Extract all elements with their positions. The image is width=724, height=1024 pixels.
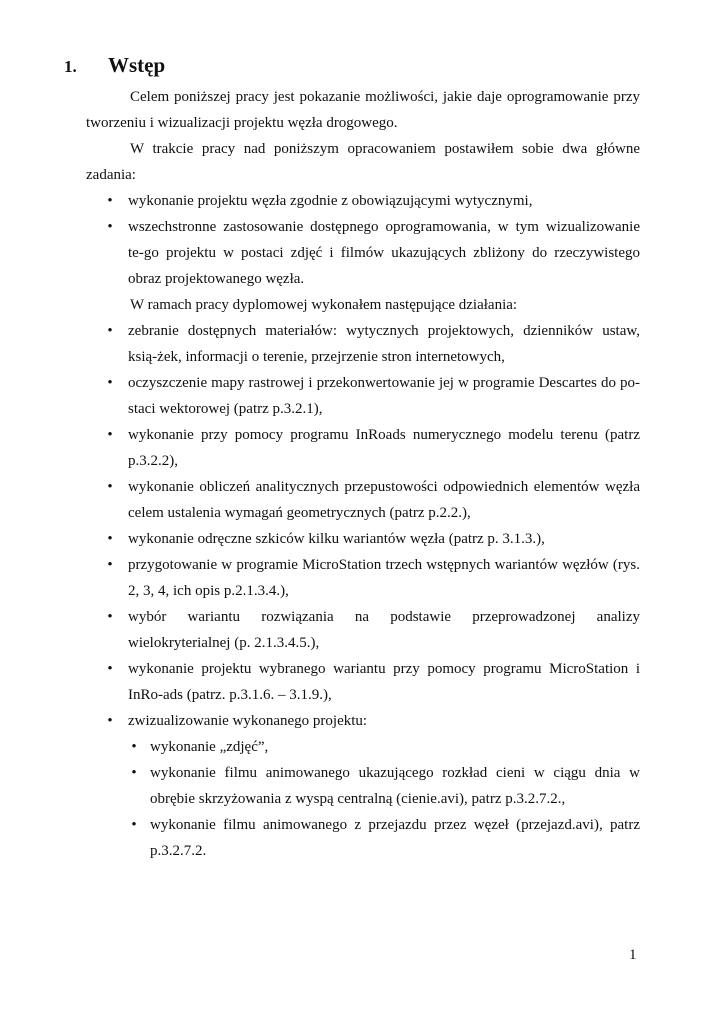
bullet-icon: • xyxy=(107,531,113,547)
list-item: • wykonanie projektu wybranego wariantu przy pomocy programu MicroStation i InRo-ads (patrz. p.3.1.6. – 3.1.9.), xyxy=(86,656,640,708)
bullet-icon: • xyxy=(107,193,113,209)
list-item: • wszechstronne zastosowanie dostępnego oprogramowania, w tym wizualizowanie te-go projektu w postaci zdjęć i filmów ukazujących zbliżony do rzeczywistego obraz projektowanego węzła. xyxy=(86,214,640,292)
actions-intro-paragraph: W ramach pracy dyplomowej wykonałem następujące działania: xyxy=(130,297,518,313)
list-item: • wykonanie obliczeń analitycznych przepustowości odpowiednich elementów węzła celem ustalenia wymagań geometrycznych (patrz p.2.2.), xyxy=(86,474,640,526)
bullet-icon: • xyxy=(107,479,113,495)
bullet-icon: • xyxy=(107,609,113,625)
list-item: • wykonanie filmu animowanego ukazującego rozkład cieni w ciągu dnia w obrębie skrzyżowania z wyspą centralną (cienie.avi), patrz p.3.2.7.2., xyxy=(86,760,640,812)
list-item: • wybór wariantu rozwiązania na podstawie przeprowadzonej analizy wielokryterialnej (p. 2.1.3.4.5.), xyxy=(86,604,640,656)
list-item: • wykonanie „zdjęć”, xyxy=(86,734,640,760)
bullet-icon: • xyxy=(107,713,113,729)
actions-list xyxy=(86,318,640,734)
intro-paragraph: Celem poniższej pracy jest pokazanie możliwości, jakie daje oprogramowanie przy tworzeniu i wizualizacji projektu węzła drogowego. xyxy=(86,89,640,131)
bullet-icon: • xyxy=(107,427,113,443)
bullet-icon: • xyxy=(107,661,113,677)
body-text xyxy=(86,84,640,864)
list-item: • wykonanie odręczne szkiców kilku wariantów węzła (patrz p. 3.1.3.), xyxy=(86,526,640,552)
list-item: • zebranie dostępnych materiałów: wytycznych projektowych, dzienników ustaw, ksią-żek, informacji o terenie, przejrzenie stron internetowych, xyxy=(86,318,640,370)
bullet-icon: • xyxy=(107,323,113,339)
bullet-icon: • xyxy=(131,817,137,833)
tasks-list xyxy=(86,188,640,292)
section-heading xyxy=(64,52,165,80)
section-title: Wstęp xyxy=(108,53,166,77)
tasks-intro-paragraph: W trakcie pracy nad poniższym opracowaniem postawiłem sobie dwa główne zadania: xyxy=(86,141,640,183)
list-item: • wykonanie projektu węzła zgodnie z obowiązującymi wytycznymi, xyxy=(86,188,640,214)
bullet-icon: • xyxy=(131,765,137,781)
bullet-icon: • xyxy=(107,219,113,235)
list-item: • wykonanie przy pomocy programu InRoads numerycznego modelu terenu (patrz p.3.2.2), xyxy=(86,422,640,474)
bullet-icon: • xyxy=(107,375,113,391)
bullet-icon: • xyxy=(107,557,113,573)
section-number: 1. xyxy=(64,57,77,76)
list-item: • oczyszczenie mapy rastrowej i przekonwertowanie jej w programie Descartes do po-staci wektorowej (patrz p.3.2.1), xyxy=(86,370,640,422)
page-number: 1 xyxy=(629,947,637,963)
list-item: • przygotowanie w programie MicroStation trzech wstępnych wariantów węzłów (rys. 2, 3, 4, ich opis p.2.1.3.4.), xyxy=(86,552,640,604)
list-item: • wykonanie filmu animowanego z przejazdu przez węzeł (przejazd.avi), patrz p.3.2.7.2. xyxy=(86,812,640,864)
bullet-icon: • xyxy=(131,739,137,755)
visualization-sublist xyxy=(86,734,640,864)
list-item: • zwizualizowanie wykonanego projektu: xyxy=(86,708,640,734)
